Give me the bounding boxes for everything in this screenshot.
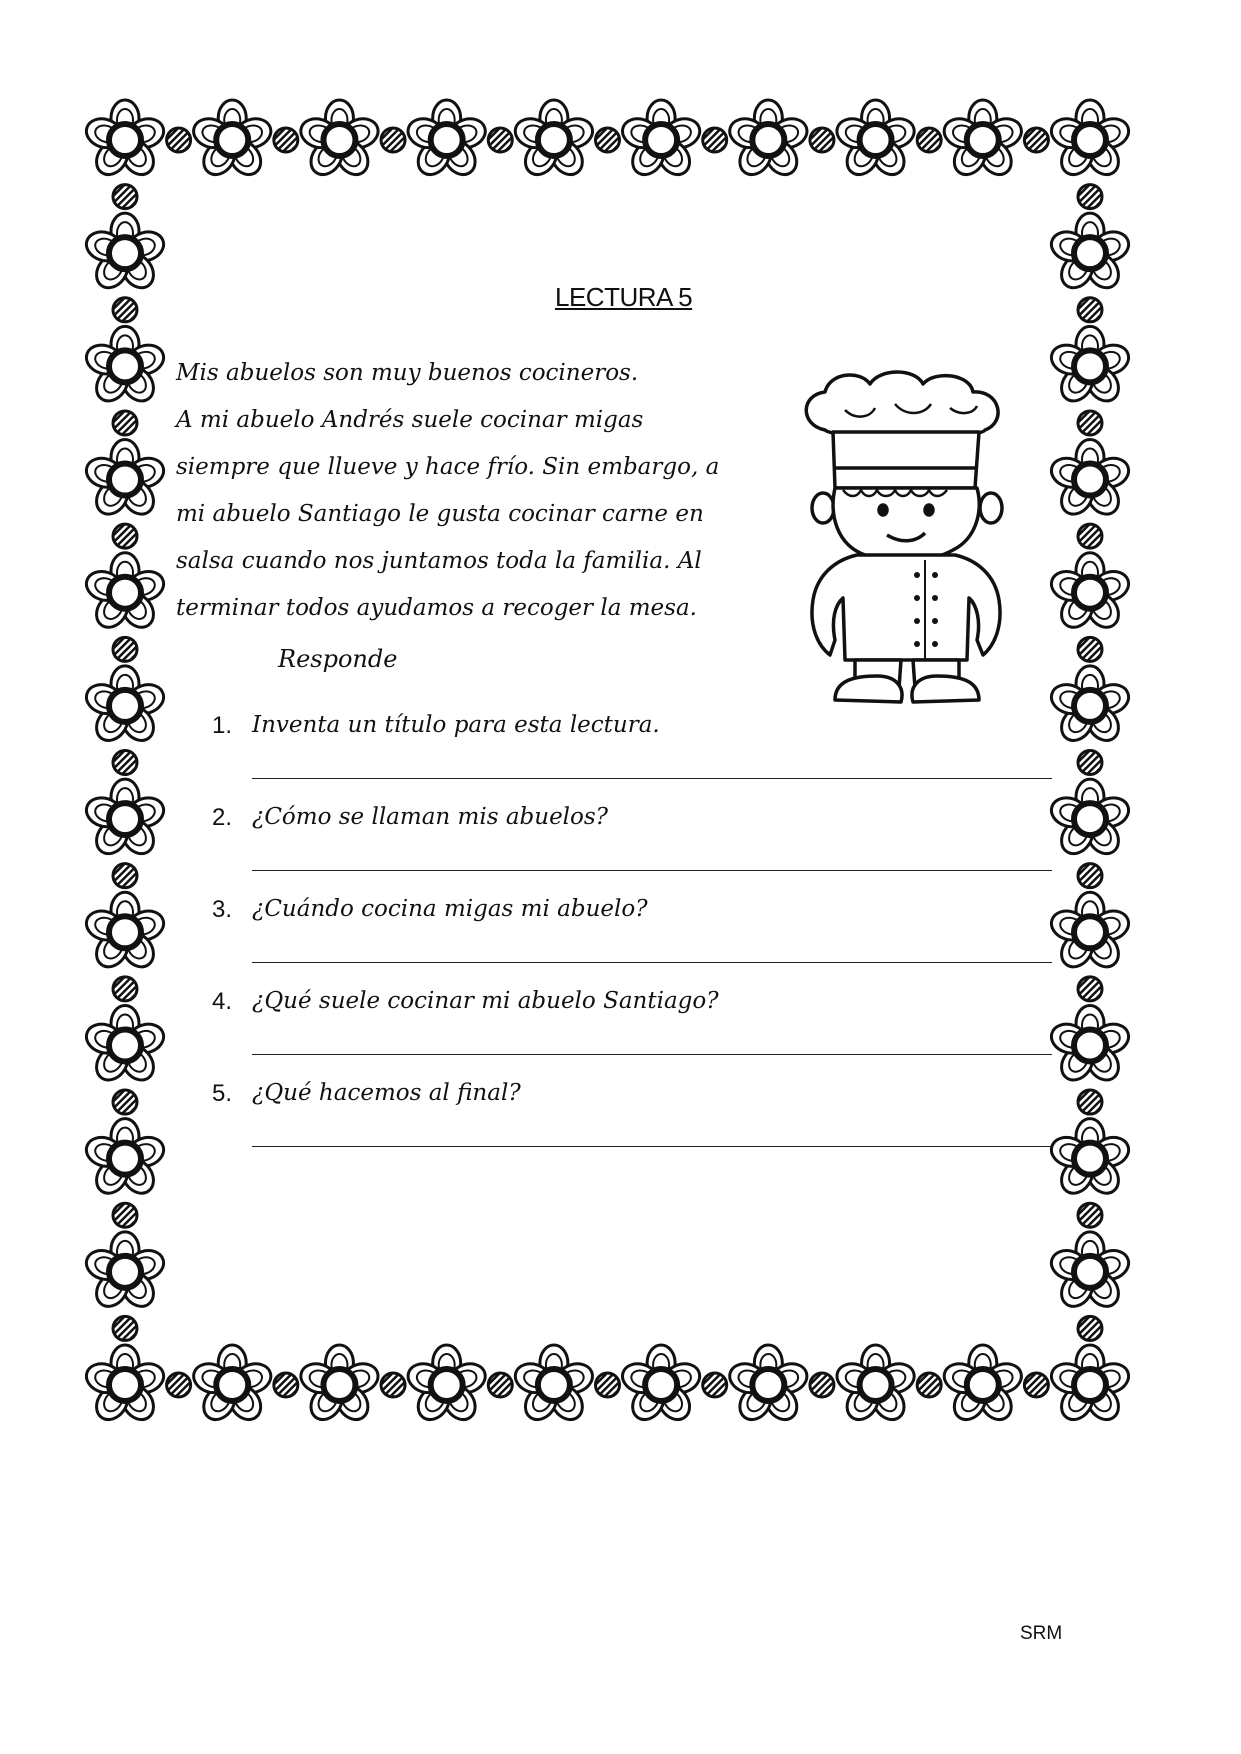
flower-icon xyxy=(404,100,489,181)
responde-heading: Responde xyxy=(278,645,398,673)
question-item xyxy=(210,896,1060,988)
worksheet-title: LECTURA 5 xyxy=(555,282,693,312)
striped-dot-icon xyxy=(113,751,137,775)
flower-icon xyxy=(1048,213,1133,294)
answer-line[interactable] xyxy=(252,870,1052,871)
striped-dot-icon xyxy=(1078,637,1102,661)
striped-dot-icon xyxy=(1024,1373,1048,1397)
striped-dot-icon xyxy=(1078,185,1102,209)
flower-icon xyxy=(83,1232,168,1313)
striped-dot-icon xyxy=(113,1090,137,1114)
question-number: 3. xyxy=(212,896,233,923)
flower-icon xyxy=(726,100,811,181)
striped-dot-icon xyxy=(1078,864,1102,888)
flower-icon xyxy=(833,1345,918,1426)
question-text: ¿Qué suele cocinar mi abuelo Santiago? xyxy=(252,988,719,1014)
question-item xyxy=(210,712,1060,804)
flower-icon xyxy=(1048,1232,1133,1313)
chef-boy-illustration xyxy=(795,370,1025,710)
flower-icon xyxy=(1048,779,1133,860)
flower-icon xyxy=(619,1345,704,1426)
question-number: 1. xyxy=(212,712,233,739)
striped-dot-icon xyxy=(381,1373,405,1397)
flower-icon xyxy=(297,1345,382,1426)
striped-dot-icon xyxy=(1078,977,1102,1001)
striped-dot-icon xyxy=(917,1373,941,1397)
flower-icon xyxy=(83,100,168,181)
striped-dot-icon xyxy=(167,128,191,152)
question-item xyxy=(210,988,1060,1080)
striped-dot-icon xyxy=(1078,1090,1102,1114)
flower-icon xyxy=(1048,326,1133,407)
flower-icon xyxy=(1048,1345,1133,1426)
question-text: Inventa un título para esta lectura. xyxy=(252,712,660,738)
striped-dot-icon xyxy=(1024,128,1048,152)
question-list xyxy=(210,712,1060,1172)
question-text: ¿Qué hacemos al final? xyxy=(252,1080,521,1106)
flower-icon xyxy=(619,100,704,181)
striped-dot-icon xyxy=(1078,298,1102,322)
flower-icon xyxy=(1048,1005,1133,1086)
flower-icon xyxy=(83,779,168,860)
flower-icon xyxy=(1048,666,1133,747)
flower-icon xyxy=(297,100,382,181)
striped-dot-icon xyxy=(113,977,137,1001)
striped-dot-icon xyxy=(810,128,834,152)
striped-dot-icon xyxy=(596,1373,620,1397)
striped-dot-icon xyxy=(113,185,137,209)
flower-icon xyxy=(83,1119,168,1200)
flower-icon xyxy=(83,553,168,634)
flower-icon xyxy=(83,1005,168,1086)
question-number: 2. xyxy=(212,804,233,831)
striped-dot-icon xyxy=(1078,1203,1102,1227)
striped-dot-icon xyxy=(1078,1316,1102,1340)
flower-icon xyxy=(83,440,168,521)
question-text: ¿Cómo se llaman mis abuelos? xyxy=(252,804,609,830)
reading-passage xyxy=(176,350,786,632)
striped-dot-icon xyxy=(596,128,620,152)
striped-dot-icon xyxy=(1078,524,1102,548)
striped-dot-icon xyxy=(381,128,405,152)
question-number: 4. xyxy=(212,988,233,1015)
striped-dot-icon xyxy=(113,524,137,548)
answer-line[interactable] xyxy=(252,778,1052,779)
flower-icon xyxy=(83,892,168,973)
flower-icon xyxy=(940,1345,1025,1426)
striped-dot-icon xyxy=(810,1373,834,1397)
flower-icon xyxy=(833,100,918,181)
flower-icon xyxy=(83,326,168,407)
answer-line[interactable] xyxy=(252,1146,1052,1147)
flower-icon xyxy=(1048,440,1133,521)
question-item xyxy=(210,1080,1060,1172)
striped-dot-icon xyxy=(113,637,137,661)
flower-icon xyxy=(512,1345,597,1426)
question-text: ¿Cuándo cocina migas mi abuelo? xyxy=(252,896,648,922)
striped-dot-icon xyxy=(1078,411,1102,435)
flower-icon xyxy=(83,213,168,294)
striped-dot-icon xyxy=(703,1373,727,1397)
flower-icon xyxy=(1048,100,1133,181)
flower-icon xyxy=(83,666,168,747)
flower-icon xyxy=(404,1345,489,1426)
flower-icon xyxy=(512,100,597,181)
answer-line[interactable] xyxy=(252,1054,1052,1055)
question-number: 5. xyxy=(212,1080,233,1107)
flower-icon xyxy=(1048,892,1133,973)
striped-dot-icon xyxy=(1078,751,1102,775)
striped-dot-icon xyxy=(113,1203,137,1227)
flower-icon xyxy=(190,1345,275,1426)
flower-icon xyxy=(83,1345,168,1426)
question-item xyxy=(210,804,1060,896)
striped-dot-icon xyxy=(113,411,137,435)
flower-icon xyxy=(190,100,275,181)
striped-dot-icon xyxy=(274,128,298,152)
striped-dot-icon xyxy=(703,128,727,152)
striped-dot-icon xyxy=(488,1373,512,1397)
striped-dot-icon xyxy=(274,1373,298,1397)
reading-text: Mis abuelos son muy buenos cocineros. A mi abuelo Andrés suele cocinar migas siempre que llueve y hace frío. Sin embargo, a mi abuelo Santiago le gusta cocinar carne en salsa cuando nos juntamos toda la familia. Al terminar todos ayudamos a recoger la mesa. xyxy=(176,360,720,621)
striped-dot-icon xyxy=(917,128,941,152)
striped-dot-icon xyxy=(113,1316,137,1340)
striped-dot-icon xyxy=(113,864,137,888)
flower-icon xyxy=(726,1345,811,1426)
flower-icon xyxy=(940,100,1025,181)
answer-line[interactable] xyxy=(252,962,1052,963)
flower-icon xyxy=(1048,553,1133,634)
striped-dot-icon xyxy=(488,128,512,152)
flower-icon xyxy=(1048,1119,1133,1200)
footer-initials: SRM xyxy=(1020,1623,1063,1644)
striped-dot-icon xyxy=(113,298,137,322)
striped-dot-icon xyxy=(167,1373,191,1397)
